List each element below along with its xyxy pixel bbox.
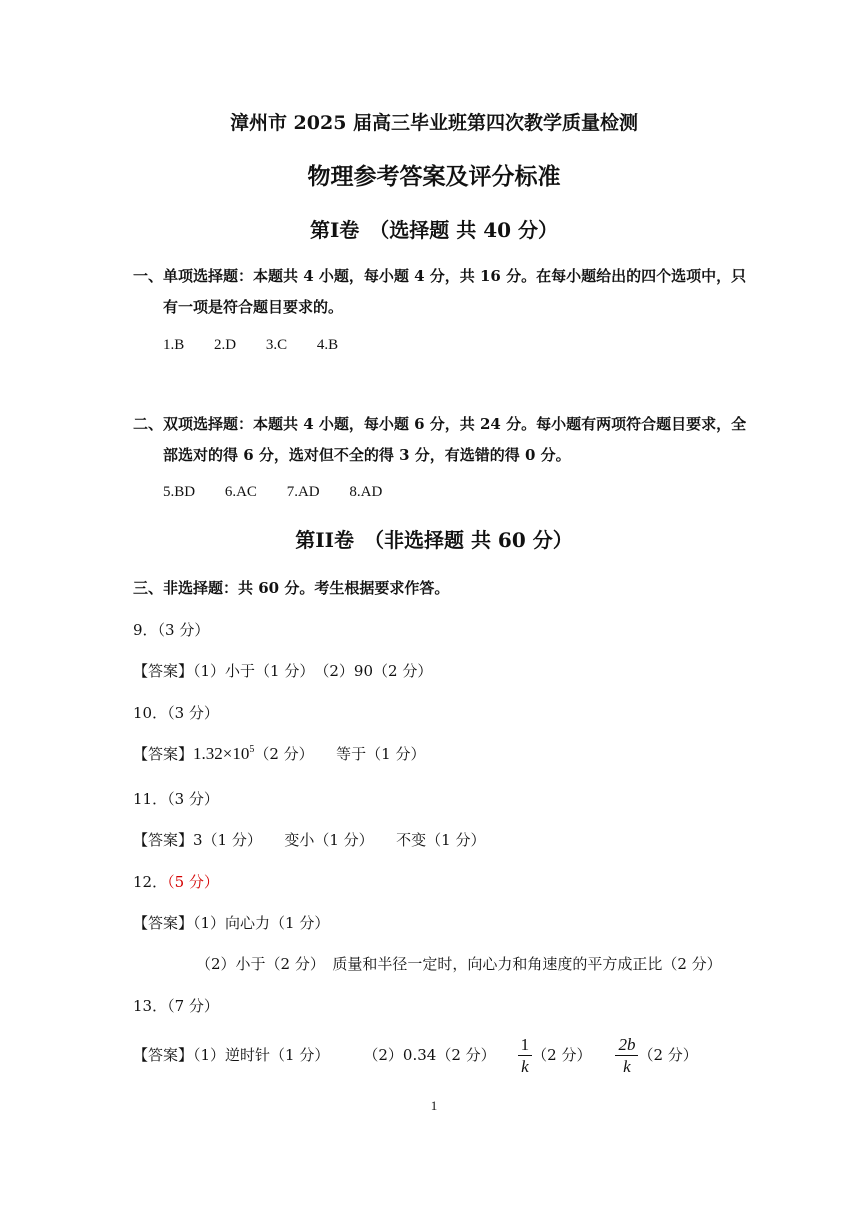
answer-tag: 【答案】 — [133, 745, 194, 763]
q10-scientific-value — [193, 744, 254, 763]
q9-label: 9．（3 分） — [133, 621, 210, 639]
answer-q2: 2.D — [214, 337, 237, 353]
fraction-denominator: k — [521, 1056, 529, 1076]
fraction-denominator: k — [623, 1056, 631, 1076]
answer-tag: 【答案】 — [133, 1045, 194, 1064]
section2-instruction-line2: 部选对的得 6 分，选对但不全的得 3 分，有选错的得 0 分。 — [163, 446, 571, 464]
answer-q5: 5.BD — [163, 484, 196, 500]
q13-frac1-score: （2 分） — [532, 1045, 592, 1064]
q12-score: （5 分） — [167, 873, 219, 891]
q10-label: 10．（3 分） — [133, 704, 219, 722]
q11-answer-line — [133, 829, 486, 850]
section2-instruction-line1: 二、双项选择题：本题共 4 小题，每小题 6 分，共 24 分。每小题有两项符合题目要求，全 — [133, 415, 747, 433]
q10-base: 1.32×10 — [193, 744, 250, 763]
q13-fraction-2b-over-k — [615, 1036, 638, 1076]
q13-label: 13．（7 分） — [133, 997, 219, 1015]
section2-answers — [163, 484, 408, 501]
q10-exponent: 5 — [249, 744, 255, 755]
answer-q7: 7.AD — [286, 484, 320, 500]
q10-answer-rest: （2 分） 等于（1 分） — [254, 745, 426, 763]
q11-label: 11．（3 分） — [133, 790, 219, 808]
part1-heading: 第I卷 （选择题 共 40 分） — [309, 218, 559, 242]
answer-q3: 3.C — [265, 337, 288, 353]
fraction-numerator: 1 — [518, 1036, 533, 1056]
q12-answer1: （1）向心力（1 分） — [193, 914, 330, 932]
section3-heading: 三、非选择题：共 60 分。考生根据要求作答。 — [133, 579, 450, 597]
q12-number: 12． — [133, 873, 168, 891]
section1-answers — [163, 337, 364, 354]
q12-answer-line2: （2）小于（2 分） 质量和半径一定时，向心力和角速度的平方成正比（2 分） — [196, 955, 722, 973]
q13-frac2-score: （2 分） — [638, 1045, 698, 1064]
part2-heading: 第II卷 （非选择题 共 60 分） — [295, 528, 573, 552]
answer-tag: 【答案】 — [133, 831, 194, 849]
q13-fraction-1-over-k — [518, 1036, 533, 1076]
section1-instruction-line2: 有一项是符合题目要求的。 — [163, 298, 344, 316]
q13-part1: （1）逆时针（1 分） — [193, 1045, 330, 1064]
answer-q8: 8.AD — [349, 484, 383, 500]
q9-answer: （1）小于（1 分） （2）90（2 分） — [193, 662, 433, 680]
exam-title: 漳州市 2025 届高三毕业班第四次教学质量检测 — [229, 112, 639, 134]
page-number: 1 — [430, 1098, 438, 1113]
answer-q4: 4.B — [316, 337, 339, 353]
answer-key-subtitle: 物理参考答案及评分标准 — [307, 163, 561, 190]
fraction-numerator: 2b — [615, 1036, 638, 1056]
q9-answer-line — [133, 660, 432, 681]
answer-q6: 6.AC — [224, 484, 257, 500]
answer-q1: 1.B — [163, 337, 185, 353]
q10-answer-line — [133, 743, 425, 764]
q13-answer-line — [133, 1036, 698, 1076]
answer-tag: 【答案】 — [133, 662, 194, 680]
q12-label — [133, 871, 219, 892]
q13-part2: （2）0.34（2 分） — [363, 1045, 496, 1064]
q12-answer-line1 — [133, 912, 329, 933]
answer-tag: 【答案】 — [133, 914, 194, 932]
section1-instruction-line1: 一、单项选择题：本题共 4 小题，每小题 4 分，共 16 分。在每小题给出的四个选项中，只 — [133, 267, 747, 285]
q11-answer: 3（1 分） 变小（1 分） 不变（1 分） — [193, 831, 486, 849]
